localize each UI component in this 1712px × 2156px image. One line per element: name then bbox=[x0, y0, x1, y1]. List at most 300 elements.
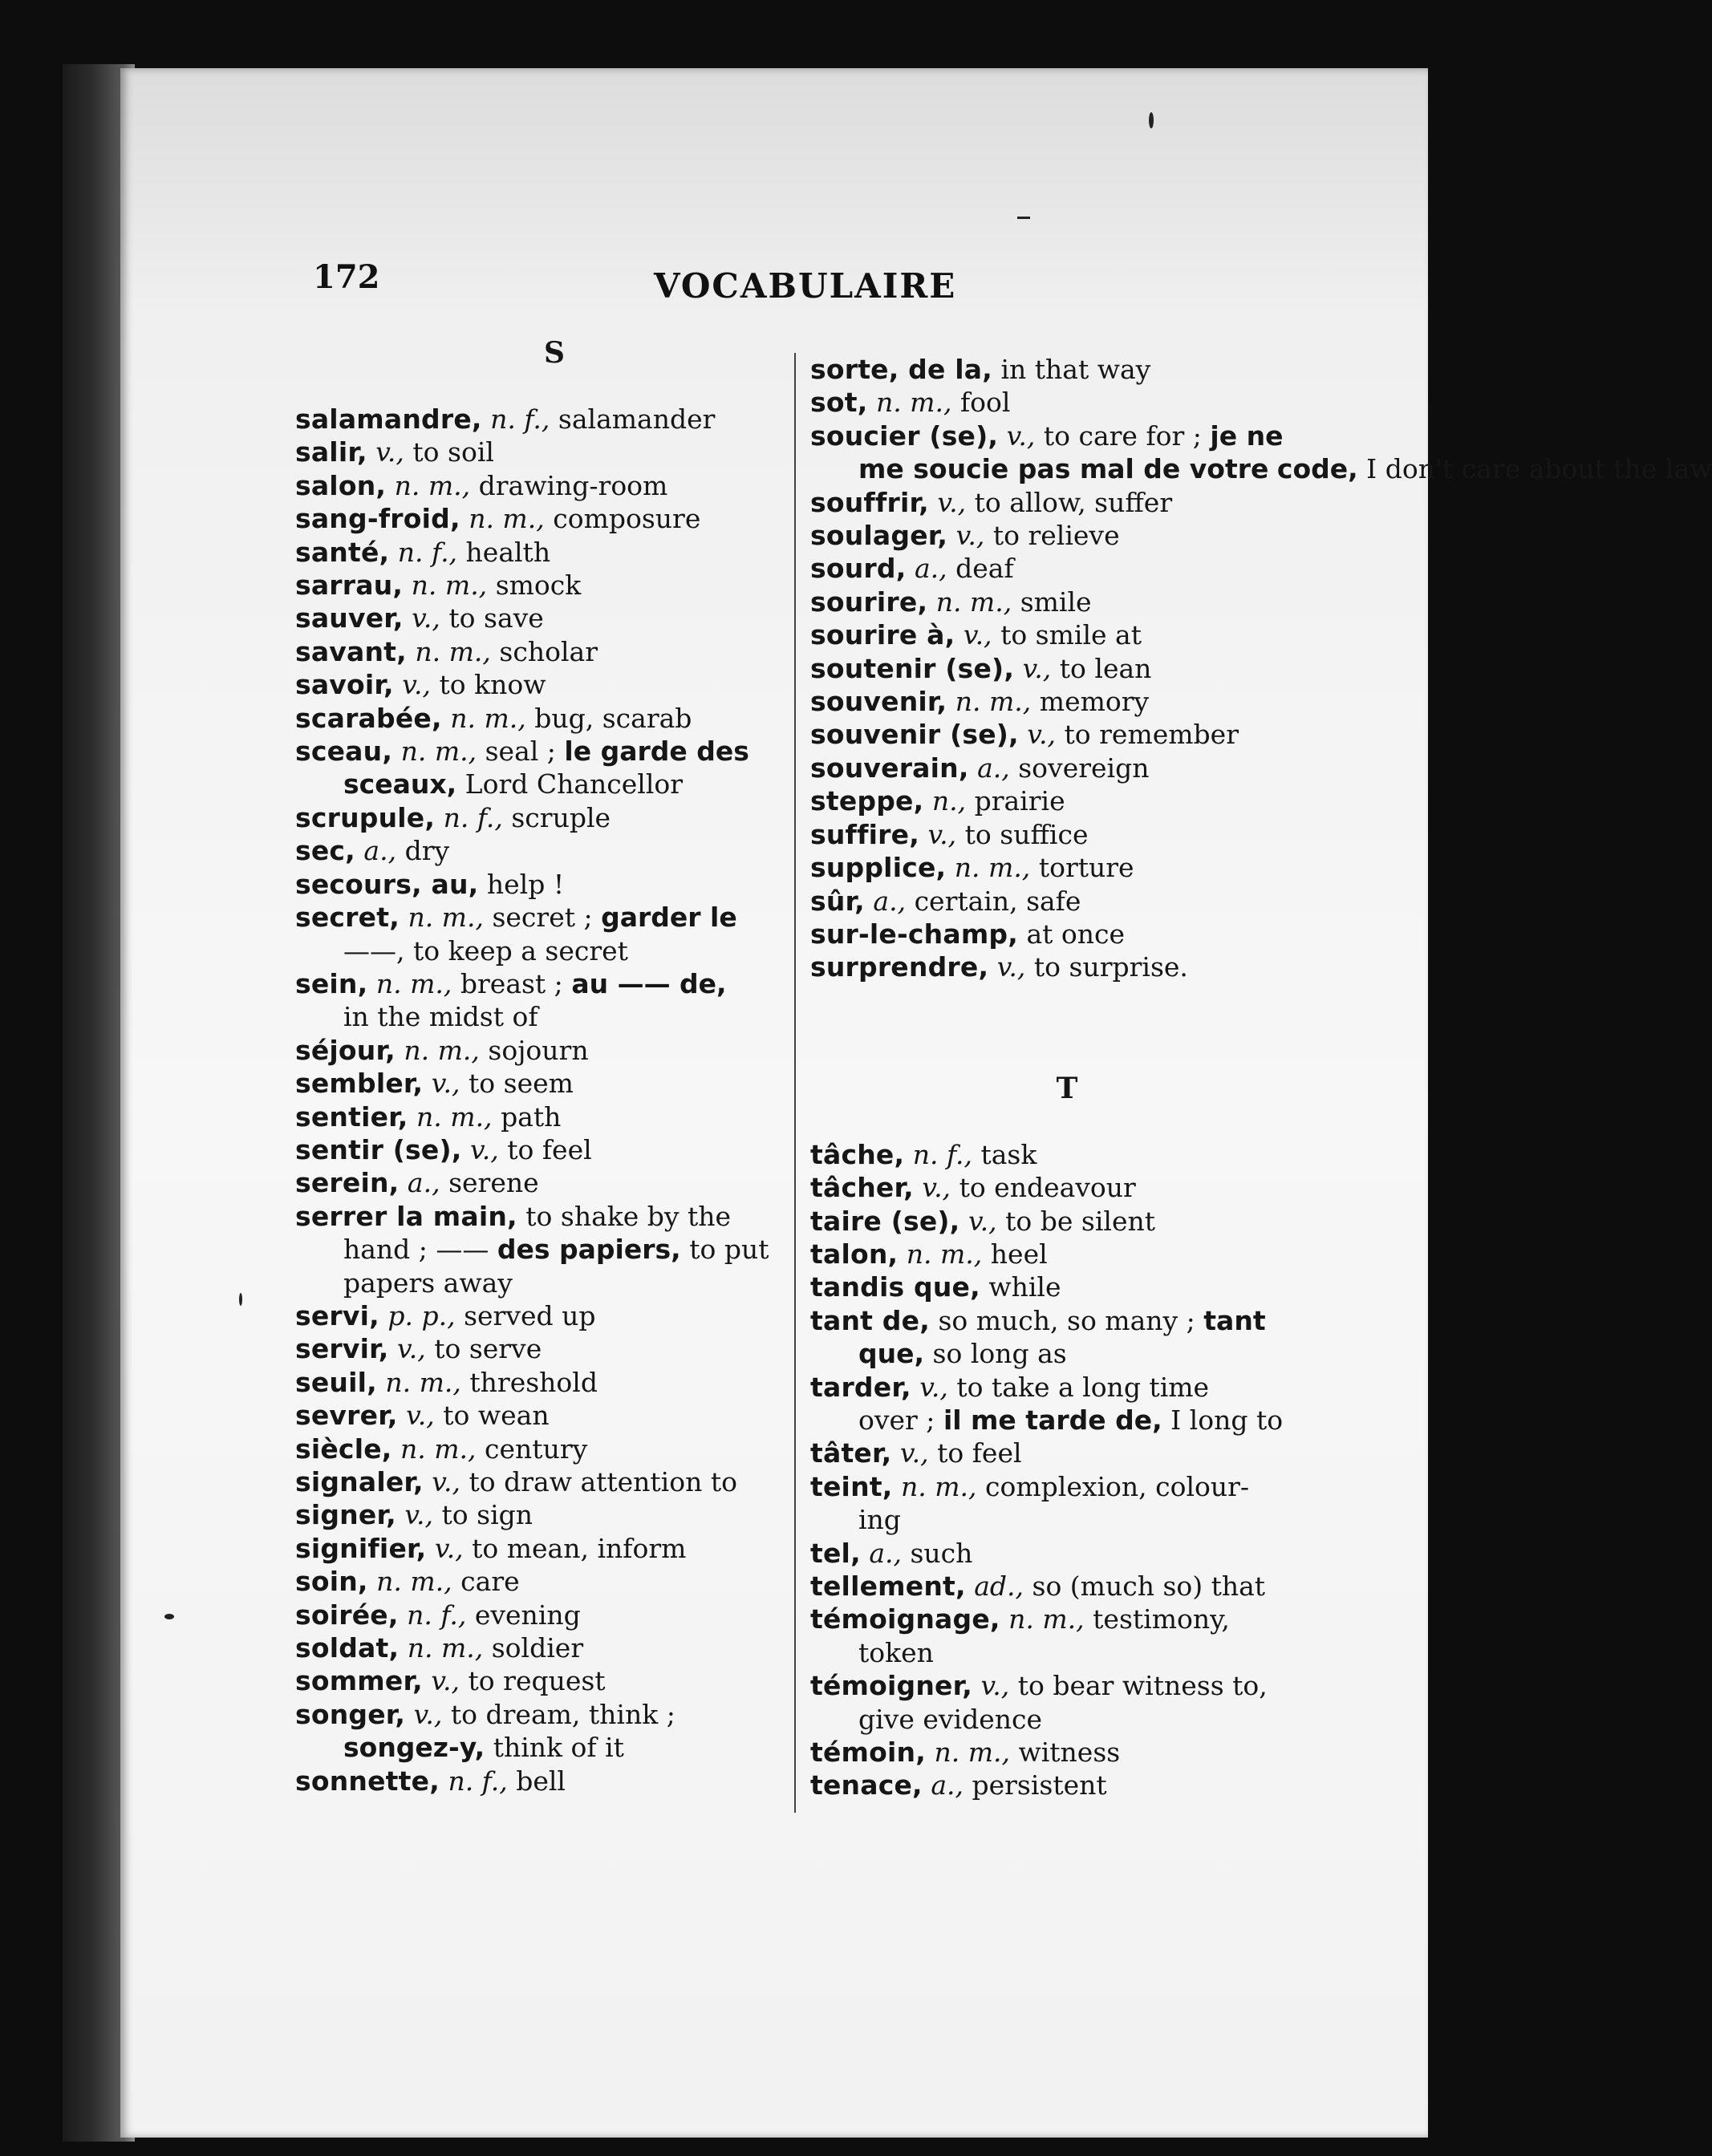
entry-grammar: v., bbox=[431, 1068, 460, 1100]
right-s-entries bbox=[810, 353, 1712, 984]
entry-headword: soldat, bbox=[295, 1632, 400, 1664]
entry-grammar: n., bbox=[931, 785, 967, 817]
right-column bbox=[810, 353, 1712, 1802]
entry-continuation bbox=[319, 934, 777, 967]
dictionary-entry bbox=[810, 486, 1324, 519]
entry-grammar: v., bbox=[937, 486, 967, 518]
entry-gloss: to feel bbox=[937, 1437, 1022, 1469]
entry-gloss: to serve bbox=[434, 1333, 542, 1365]
entry-gloss: soldier bbox=[491, 1632, 584, 1664]
entry-grammar: n. m., bbox=[906, 1238, 983, 1270]
entry-grammar: v., bbox=[404, 1499, 434, 1531]
entry-grammar: n. m., bbox=[416, 1100, 493, 1133]
entry-example: garder le bbox=[601, 902, 737, 934]
entry-continuation bbox=[834, 1636, 1324, 1669]
entry-gloss: to relieve bbox=[992, 520, 1120, 552]
entry-gloss: composure bbox=[553, 503, 701, 535]
entry-grammar: n. m., bbox=[375, 967, 452, 999]
entry-gloss: deaf bbox=[955, 553, 1014, 585]
entry-example: que, bbox=[858, 1338, 925, 1370]
ink-dash bbox=[1017, 217, 1030, 219]
dictionary-entry bbox=[295, 1631, 777, 1664]
entry-grammar: v., bbox=[980, 1670, 1010, 1702]
entry-gloss: health bbox=[465, 536, 551, 568]
entry-grammar: n. m., bbox=[450, 702, 526, 734]
dictionary-entry bbox=[295, 1698, 777, 1765]
entry-headword: témoin, bbox=[810, 1737, 926, 1769]
dictionary-entry bbox=[295, 1166, 777, 1199]
entry-gloss: scruple bbox=[511, 801, 611, 833]
entry-headword: soucier (se), bbox=[810, 419, 999, 452]
dictionary-entry bbox=[810, 1669, 1324, 1736]
entry-grammar: n. f., bbox=[912, 1138, 972, 1170]
entry-grammar: n. f., bbox=[407, 1599, 467, 1631]
dictionary-entry bbox=[810, 1270, 1324, 1303]
entry-continuation bbox=[319, 1233, 777, 1266]
entry-gloss: persistent bbox=[972, 1769, 1107, 1801]
dictionary-entry bbox=[295, 1366, 777, 1399]
entry-gloss: to smile at bbox=[1000, 619, 1142, 651]
dictionary-entry bbox=[295, 668, 777, 701]
dictionary-entry bbox=[295, 469, 777, 502]
entry-headword: sorte, de la, bbox=[810, 354, 992, 385]
dictionary-entry bbox=[810, 552, 1324, 585]
entry-gloss: witness bbox=[1018, 1737, 1121, 1769]
entry-headword: sang-froid, bbox=[295, 503, 460, 535]
entry-gloss: in the midst of bbox=[343, 1001, 538, 1033]
entry-gloss: smock bbox=[495, 569, 582, 602]
entry-grammar: n. m., bbox=[954, 852, 1031, 884]
entry-headword: souverain, bbox=[810, 752, 969, 784]
entry-headword: souvenir (se), bbox=[810, 719, 1019, 751]
entry-grammar: n. m., bbox=[404, 1034, 480, 1066]
entry-grammar: v., bbox=[470, 1133, 499, 1165]
dictionary-entry bbox=[810, 1205, 1324, 1238]
entry-headword: signifier, bbox=[295, 1532, 427, 1564]
dictionary-entry bbox=[295, 1067, 777, 1100]
dictionary-entry bbox=[295, 735, 777, 801]
page-number: 172 bbox=[313, 258, 380, 296]
entry-grammar: n. m., bbox=[407, 1632, 484, 1664]
entry-headword: surprendre, bbox=[810, 951, 989, 983]
entry-headword: suffire, bbox=[810, 818, 919, 850]
entry-grammar: a., bbox=[931, 1769, 964, 1801]
entry-example: des papiers, bbox=[497, 1234, 681, 1266]
entry-gloss: to surprise. bbox=[1033, 951, 1188, 983]
entry-gloss: to remember bbox=[1064, 719, 1239, 751]
entry-gloss: care bbox=[460, 1566, 520, 1598]
entry-gloss: so much, so many ; bbox=[938, 1304, 1195, 1336]
left-column bbox=[295, 337, 777, 1797]
entry-headword: scarabée, bbox=[295, 702, 442, 734]
entry-headword: siècle, bbox=[295, 1433, 392, 1465]
entry-headword: sonnette, bbox=[295, 1765, 440, 1797]
entry-headword: savoir, bbox=[295, 669, 394, 701]
dictionary-entry bbox=[810, 1570, 1324, 1603]
entry-headword: tâter, bbox=[810, 1437, 892, 1469]
entry-headword: songer, bbox=[295, 1698, 406, 1730]
dictionary-entry bbox=[810, 618, 1324, 651]
entry-grammar: v., bbox=[996, 951, 1026, 983]
entry-gloss: to wean bbox=[443, 1400, 550, 1432]
dictionary-entry bbox=[295, 1100, 777, 1133]
entry-grammar: n. f., bbox=[443, 801, 503, 833]
ink-speck bbox=[239, 1293, 242, 1306]
entry-continuation bbox=[834, 1404, 1324, 1437]
entry-gloss: to shake by the bbox=[525, 1200, 732, 1232]
entry-gloss: in that way bbox=[1000, 354, 1151, 385]
entry-gloss: to take a long time bbox=[956, 1371, 1210, 1403]
section-letter-s: S bbox=[544, 336, 565, 370]
dictionary-entry bbox=[810, 1470, 1324, 1537]
entry-headword: sommer, bbox=[295, 1665, 423, 1697]
entry-gloss: to seem bbox=[469, 1068, 574, 1100]
entry-headword: tandis que, bbox=[810, 1271, 980, 1303]
entry-headword: teint, bbox=[810, 1470, 893, 1502]
entry-gloss: evening bbox=[474, 1599, 581, 1631]
entry-gloss: to allow, suffer bbox=[974, 486, 1173, 518]
entry-grammar: a., bbox=[407, 1167, 440, 1199]
dictionary-entry bbox=[295, 1332, 777, 1365]
entry-continuation bbox=[319, 1731, 777, 1764]
dictionary-entry bbox=[810, 818, 1324, 851]
dictionary-entry bbox=[810, 419, 1712, 486]
entry-gloss: to lean bbox=[1059, 652, 1152, 684]
entry-gloss: scholar bbox=[499, 635, 598, 667]
entry-headword: sourd, bbox=[810, 553, 907, 585]
entry-example: je ne bbox=[1210, 419, 1284, 452]
dictionary-entry bbox=[295, 1565, 777, 1598]
entry-continuation bbox=[319, 1000, 777, 1033]
entry-headword: sec, bbox=[295, 835, 355, 867]
entry-gloss: to know bbox=[439, 669, 546, 701]
entry-gloss: to dream, think ; bbox=[450, 1698, 675, 1730]
dictionary-entry bbox=[295, 1765, 777, 1797]
entry-grammar: v., bbox=[1022, 652, 1052, 684]
entry-headword: signer, bbox=[295, 1499, 396, 1531]
entry-gloss: so (much so) that bbox=[1032, 1570, 1266, 1602]
dictionary-entry bbox=[810, 718, 1324, 751]
entry-gloss: help ! bbox=[486, 868, 565, 900]
entry-grammar: v., bbox=[919, 1371, 948, 1403]
entry-grammar: v., bbox=[431, 1665, 460, 1697]
dictionary-entry bbox=[295, 602, 777, 634]
entry-headword: seuil, bbox=[295, 1366, 377, 1398]
entry-grammar: v., bbox=[375, 436, 404, 468]
dictionary-entry bbox=[810, 386, 1324, 419]
dictionary-entry bbox=[295, 569, 777, 602]
entry-grammar: n. m., bbox=[875, 387, 952, 419]
entry-example: songez-y, bbox=[343, 1732, 485, 1764]
entry-continuation bbox=[319, 1266, 777, 1299]
entry-grammar: v., bbox=[1006, 419, 1036, 452]
dictionary-entry bbox=[295, 1465, 777, 1498]
entry-gloss: at once bbox=[1026, 918, 1126, 950]
entry-headword: soirée, bbox=[295, 1599, 399, 1631]
entry-gloss: papers away bbox=[343, 1266, 513, 1299]
dictionary-entry bbox=[295, 1133, 777, 1166]
entry-gloss: ing bbox=[858, 1504, 901, 1536]
dictionary-entry bbox=[810, 950, 1324, 983]
dictionary-entry bbox=[810, 1769, 1324, 1801]
dictionary-entry bbox=[295, 502, 777, 535]
entry-headword: soutenir (se), bbox=[810, 652, 1015, 684]
entry-grammar: n. m., bbox=[394, 469, 471, 501]
entry-grammar: v., bbox=[434, 1532, 464, 1564]
dictionary-entry bbox=[810, 353, 1324, 386]
entry-headword: sembler, bbox=[295, 1068, 424, 1100]
entry-gloss: sovereign bbox=[1018, 752, 1150, 784]
entry-grammar: n. m., bbox=[934, 1737, 1010, 1769]
entry-grammar: n. m., bbox=[400, 736, 477, 768]
entry-headword: souvenir, bbox=[810, 686, 947, 718]
entry-headword: souffrir, bbox=[810, 486, 929, 518]
entry-headword: salon, bbox=[295, 469, 387, 501]
dictionary-entry bbox=[810, 784, 1324, 817]
entry-headword: sauver, bbox=[295, 602, 404, 634]
entry-grammar: p. p., bbox=[387, 1299, 456, 1331]
entry-gloss: such bbox=[910, 1537, 973, 1569]
entry-gloss: served up bbox=[464, 1299, 596, 1331]
entry-gloss: path bbox=[501, 1100, 562, 1133]
entry-gloss: I don't care about the law bbox=[1366, 453, 1712, 485]
ink-speck bbox=[164, 1614, 174, 1619]
entry-headword: sourire, bbox=[810, 586, 928, 618]
section-letter-t: T bbox=[1056, 1071, 1078, 1105]
dictionary-entry bbox=[810, 519, 1324, 552]
dictionary-entry bbox=[295, 1399, 777, 1432]
entry-continuation bbox=[834, 1503, 1324, 1536]
entry-headword: sentier, bbox=[295, 1100, 408, 1133]
entry-headword: témoigner, bbox=[810, 1670, 972, 1702]
dictionary-entry bbox=[295, 967, 777, 1034]
entry-headword: sarrau, bbox=[295, 569, 404, 602]
dictionary-entry bbox=[295, 1433, 777, 1465]
dictionary-entry bbox=[810, 752, 1324, 784]
entry-continuation bbox=[834, 452, 1712, 485]
entry-gloss: smile bbox=[1020, 586, 1092, 618]
dictionary-entry bbox=[810, 918, 1324, 950]
entry-headword: soin, bbox=[295, 1566, 368, 1598]
entry-headword: tenace, bbox=[810, 1769, 923, 1801]
entry-headword: santé, bbox=[295, 536, 390, 568]
entry-gloss: fool bbox=[959, 387, 1011, 419]
entry-gloss: heel bbox=[990, 1238, 1048, 1270]
entry-gloss: ——, to keep a secret bbox=[343, 934, 628, 967]
entry-example: tant bbox=[1203, 1304, 1266, 1336]
entry-gloss: torture bbox=[1038, 852, 1134, 884]
dictionary-entry bbox=[295, 868, 777, 901]
entry-gloss: serene bbox=[448, 1167, 539, 1199]
dictionary-entry bbox=[295, 1498, 777, 1531]
entry-grammar: a., bbox=[873, 885, 907, 917]
entry-gloss: sojourn bbox=[488, 1034, 589, 1066]
dictionary-entry bbox=[810, 685, 1324, 718]
entry-grammar: n. m., bbox=[469, 503, 545, 535]
column-divider bbox=[794, 353, 796, 1813]
entry-gloss: so long as bbox=[932, 1338, 1067, 1370]
entry-headword: savant, bbox=[295, 635, 407, 667]
entry-gloss: to sign bbox=[441, 1499, 533, 1531]
dictionary-entry bbox=[295, 1200, 777, 1299]
entry-gloss: to mean, inform bbox=[472, 1532, 687, 1564]
entry-headword: secours, au, bbox=[295, 868, 479, 900]
entry-gloss: threshold bbox=[469, 1366, 598, 1398]
entry-grammar: v., bbox=[412, 602, 440, 634]
entry-gloss: certain, safe bbox=[914, 885, 1081, 917]
entry-gloss: seal ; bbox=[485, 736, 556, 768]
entry-gloss: breast ; bbox=[460, 967, 563, 999]
entry-gloss: over ; bbox=[858, 1404, 935, 1436]
dictionary-entry bbox=[810, 1437, 1324, 1469]
entry-gloss: hand ; —— bbox=[343, 1234, 489, 1266]
entry-headword: serein, bbox=[295, 1167, 400, 1199]
entry-grammar: n. m., bbox=[935, 586, 1012, 618]
entry-headword: sein, bbox=[295, 967, 368, 999]
dictionary-entry bbox=[295, 1599, 777, 1631]
entry-grammar: v., bbox=[402, 669, 431, 701]
right-t-entries bbox=[810, 1138, 1324, 1802]
entry-gloss: think of it bbox=[493, 1732, 624, 1764]
entry-headword: sûr, bbox=[810, 885, 865, 917]
entry-grammar: a., bbox=[977, 752, 1010, 784]
entry-example: le garde des bbox=[564, 736, 749, 768]
dictionary-entry bbox=[810, 652, 1324, 685]
dictionary-entry bbox=[295, 702, 777, 735]
entry-grammar: n. m., bbox=[385, 1366, 461, 1398]
entry-continuation bbox=[319, 768, 777, 800]
entry-example: sceaux, bbox=[343, 768, 457, 800]
dictionary-entry bbox=[810, 1138, 1324, 1171]
ink-speck bbox=[1149, 112, 1154, 128]
entry-headword: sourire à, bbox=[810, 619, 955, 651]
entry-headword: sevrer, bbox=[295, 1400, 398, 1432]
entry-headword: talon, bbox=[810, 1238, 899, 1270]
entry-grammar: v., bbox=[406, 1400, 435, 1432]
entry-grammar: v., bbox=[396, 1333, 426, 1365]
entry-grammar: a., bbox=[869, 1537, 902, 1569]
entry-headword: sur-le-champ, bbox=[810, 918, 1018, 950]
entry-headword: signaler, bbox=[295, 1466, 424, 1497]
dictionary-entry bbox=[810, 851, 1324, 884]
entry-gloss: prairie bbox=[974, 785, 1065, 817]
entry-gloss: to suffice bbox=[964, 818, 1089, 850]
entry-gloss: complexion, colour- bbox=[985, 1470, 1250, 1502]
entry-gloss: to soil bbox=[412, 436, 494, 468]
entry-gloss: token bbox=[858, 1636, 934, 1668]
dictionary-entry bbox=[295, 1299, 777, 1332]
dictionary-entry bbox=[295, 801, 777, 834]
entry-gloss: to request bbox=[468, 1665, 606, 1697]
entry-headword: tâcher, bbox=[810, 1172, 914, 1204]
entry-headword: tant de, bbox=[810, 1304, 930, 1336]
entry-gloss: to endeavour bbox=[959, 1172, 1136, 1204]
entry-grammar: n. f., bbox=[490, 403, 550, 435]
entry-gloss: dry bbox=[404, 835, 450, 867]
dictionary-entry bbox=[295, 1532, 777, 1565]
dictionary-entry bbox=[810, 586, 1324, 618]
entry-gloss: give evidence bbox=[858, 1703, 1042, 1735]
entry-headword: tâche, bbox=[810, 1138, 905, 1170]
section-gap bbox=[810, 984, 1324, 1072]
entry-headword: sentir (se), bbox=[295, 1133, 462, 1165]
dictionary-entry bbox=[810, 1736, 1324, 1769]
entry-headword: sceau, bbox=[295, 736, 393, 768]
entry-gloss: I long to bbox=[1170, 1404, 1284, 1436]
dictionary-entry bbox=[295, 436, 777, 468]
entry-gloss: to feel bbox=[507, 1133, 592, 1165]
entry-grammar: n. m., bbox=[400, 1433, 477, 1465]
entry-grammar: v., bbox=[922, 1172, 951, 1204]
entry-gloss: to bear witness to, bbox=[1017, 1670, 1268, 1702]
entry-continuation bbox=[834, 1337, 1324, 1370]
entry-headword: séjour, bbox=[295, 1034, 396, 1066]
entry-headword: secret, bbox=[295, 902, 400, 934]
entry-headword: soulager, bbox=[810, 520, 948, 552]
dictionary-entry bbox=[810, 1537, 1324, 1570]
entry-gloss: to save bbox=[448, 602, 544, 634]
entry-grammar: n. m., bbox=[408, 902, 484, 934]
entry-gloss: bug, scarab bbox=[534, 702, 692, 734]
dictionary-entry bbox=[295, 403, 777, 436]
entry-grammar: n. m., bbox=[1008, 1603, 1085, 1635]
entry-gloss: to put bbox=[689, 1234, 769, 1266]
entry-headword: tarder, bbox=[810, 1371, 911, 1403]
entry-grammar: n. m., bbox=[411, 569, 488, 602]
entry-grammar: n. f., bbox=[448, 1765, 508, 1797]
entry-example: il me tarde de, bbox=[943, 1404, 1162, 1436]
entry-gloss: to draw attention to bbox=[469, 1466, 737, 1497]
entry-headword: servir, bbox=[295, 1333, 389, 1365]
entry-headword: sot, bbox=[810, 387, 868, 419]
dictionary-entry bbox=[810, 885, 1324, 918]
entry-headword: scrupule, bbox=[295, 801, 436, 833]
dictionary-entry bbox=[810, 1603, 1324, 1669]
entry-headword: steppe, bbox=[810, 785, 924, 817]
entry-grammar: v., bbox=[955, 520, 985, 552]
entry-grammar: a., bbox=[914, 553, 947, 585]
entry-gloss: salamander bbox=[558, 403, 716, 435]
entry-gloss: drawing-room bbox=[478, 469, 668, 501]
entry-gloss: testimony, bbox=[1093, 1603, 1230, 1635]
entry-gloss: Lord Chancellor bbox=[465, 768, 684, 800]
entry-headword: serrer la main, bbox=[295, 1200, 517, 1232]
entry-grammar: n. m., bbox=[415, 635, 491, 667]
dictionary-entry bbox=[295, 635, 777, 668]
entry-grammar: v., bbox=[413, 1698, 443, 1730]
dictionary-entry bbox=[810, 1238, 1324, 1270]
entry-headword: tel, bbox=[810, 1537, 861, 1569]
entry-grammar: v., bbox=[927, 818, 957, 850]
entry-gloss: memory bbox=[1039, 686, 1150, 718]
entry-headword: salir, bbox=[295, 436, 367, 468]
entry-headword: tellement, bbox=[810, 1570, 966, 1602]
entry-gloss: task bbox=[980, 1138, 1037, 1170]
entry-example: me soucie pas mal de votre bbox=[858, 453, 1269, 485]
dictionary-entry bbox=[295, 834, 777, 867]
entry-grammar: n. m., bbox=[955, 686, 1032, 718]
entry-gloss: while bbox=[988, 1271, 1061, 1303]
entry-grammar: n. m., bbox=[900, 1470, 977, 1502]
dictionary-entry bbox=[810, 1171, 1324, 1204]
entry-gloss: bell bbox=[516, 1765, 566, 1797]
entry-headword: servi, bbox=[295, 1299, 379, 1331]
dictionary-entry bbox=[295, 536, 777, 569]
running-head: VOCABULAIRE bbox=[654, 266, 957, 306]
entry-grammar: v., bbox=[432, 1466, 461, 1497]
entry-grammar: ad., bbox=[974, 1570, 1024, 1602]
entry-continuation bbox=[834, 1703, 1324, 1736]
